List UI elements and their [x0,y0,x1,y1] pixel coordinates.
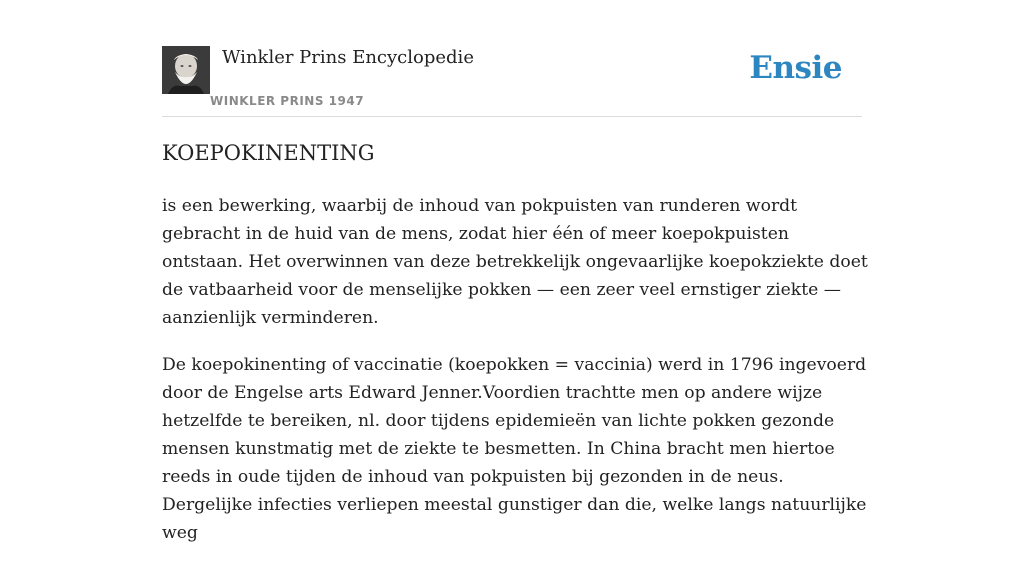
article-paragraph: is een bewerking, waarbij de inhoud van pokpuisten van runderen wordt gebracht in de huid van de mens, zodat hier één of meer koepokpuisten ontstaan. Het overwinnen van deze betrekkelijk ongevaarlijke koepokziekte doet de vatbaarheid voor de menselijke pokken — een zeer veel ernstiger ziekte — aanzienlijk verminderen. [162,196,868,328]
edition-label: WINKLER PRINS 1947 [210,94,365,108]
author-portrait-avatar[interactable] [162,46,210,94]
article-paragraph: De koepokinenting of vaccinatie (koepokken = vaccinia) werd in 1796 ingevoerd door de Engelse arts Edward Jenner.Voordien trachtte men op andere wijze hetzelfde te bereiken, nl. door tijdens epidemieën van lichte pokken gezonde mensen kunstmatig met de ziekte te besmetten. In China bracht men hiertoe reeds in oude tijden de inhoud van pokpuisten bij gezonden in de neus. Dergelijke infecties verliepen meestal gunstiger dan die, welke langs natuurlijke weg [162,355,867,543]
site-header [162,46,862,117]
article-body [162,192,868,566]
ensie-logo[interactable]: Ensie [749,50,842,86]
article-title: KOEPOKINENTING [162,141,375,165]
site-title[interactable]: Winkler Prins Encyclopedie [222,47,474,68]
